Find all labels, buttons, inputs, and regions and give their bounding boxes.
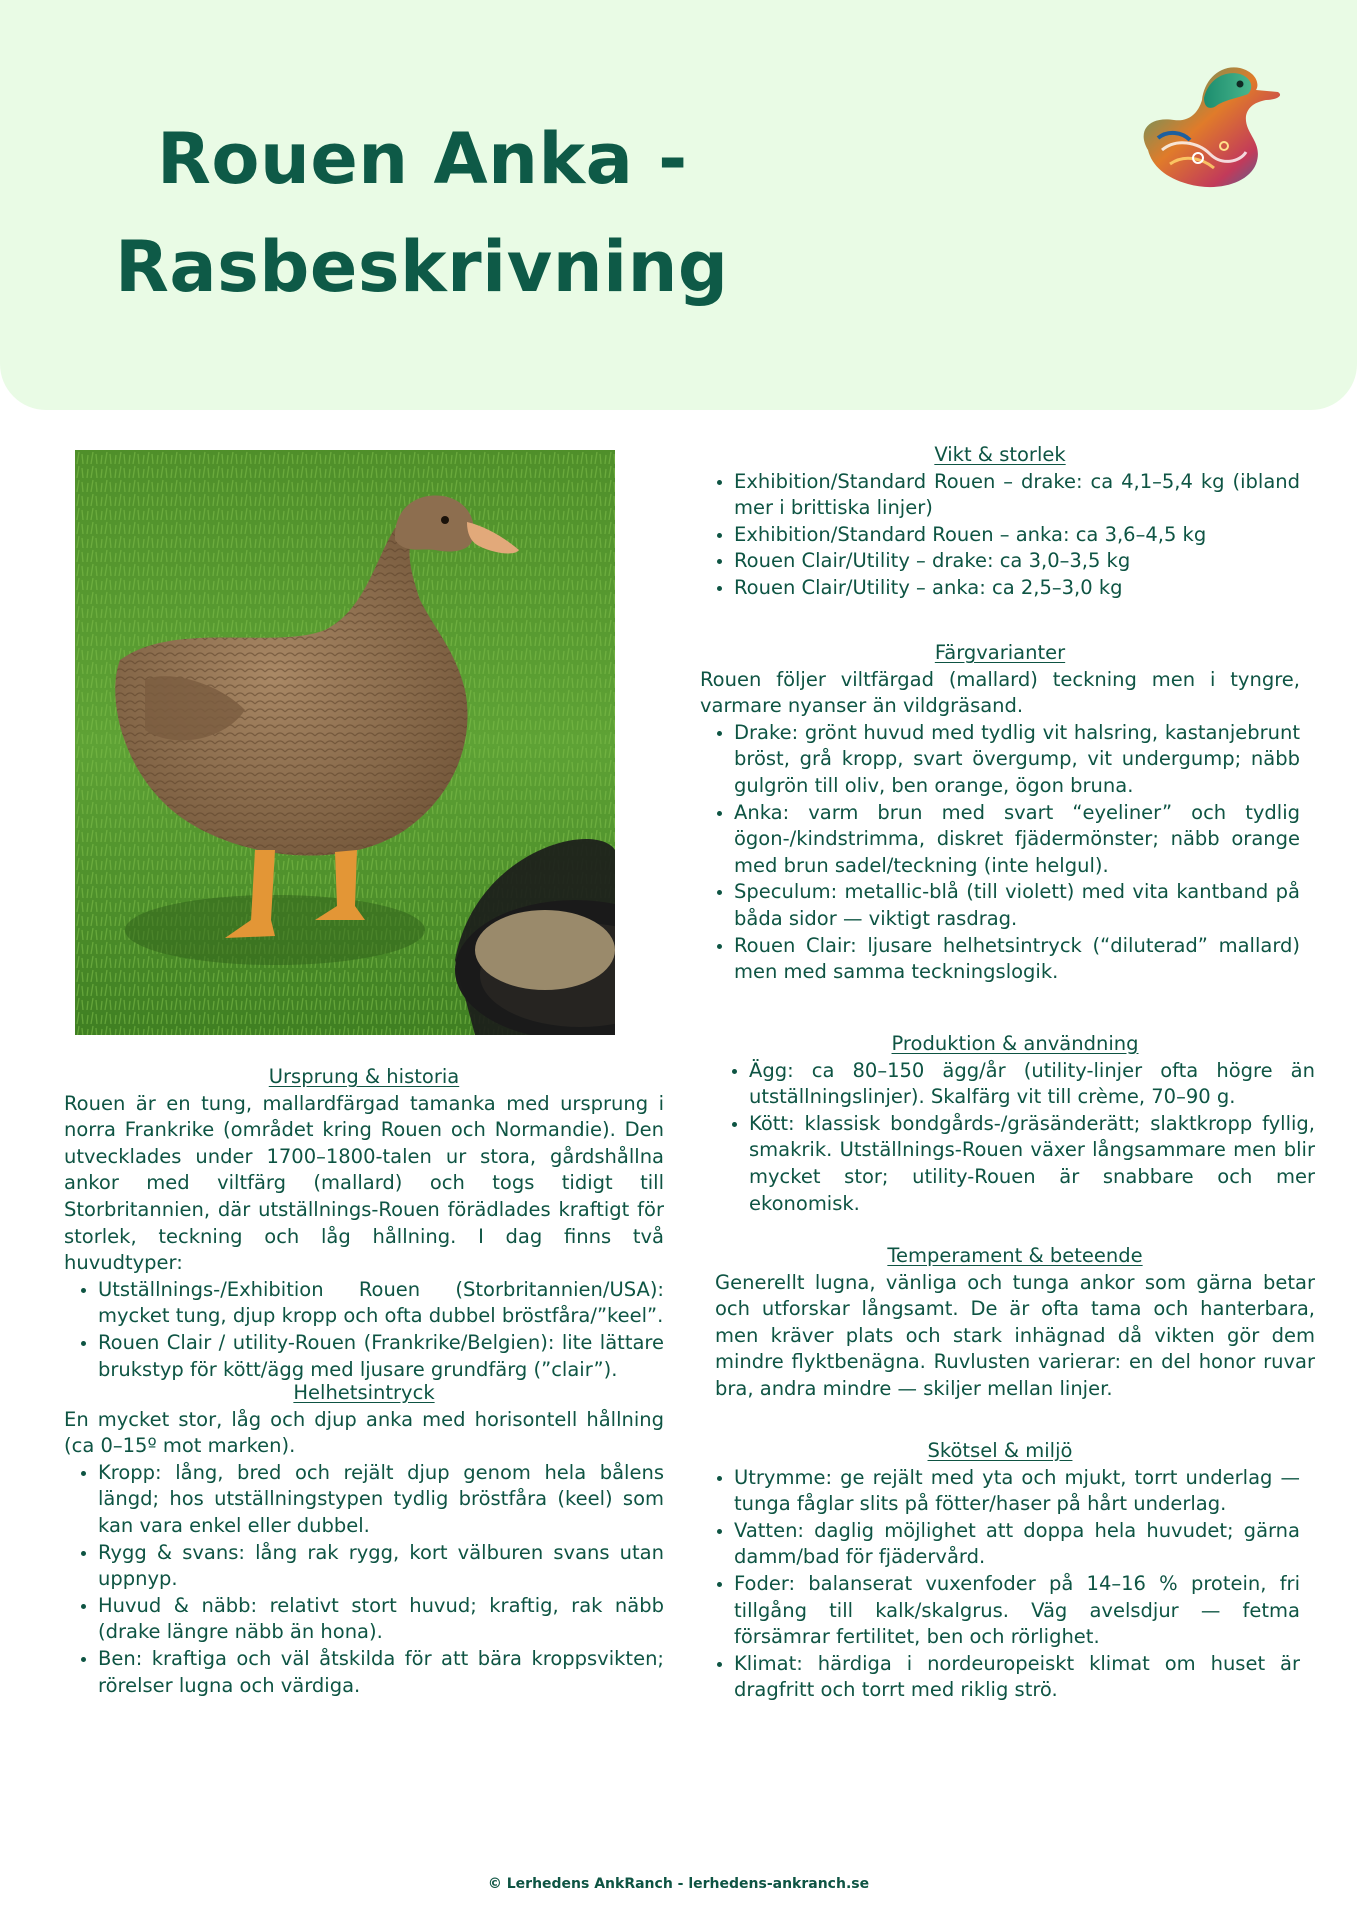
section-heading: Färgvarianter [934, 641, 1066, 664]
list-item: • Anka: varm brun med svart “eyeliner” och tydlig ögon-/kindstrimma, diskret fjädermönster; näbb orange med brun sadel/teckning (inte helgul). [734, 800, 1300, 880]
list-item: • Utställnings-/Exhibition Rouen (Storbritannien/USA): mycket tung, djup kropp och ofta dubbel bröstfåra/”keel”. [98, 1277, 664, 1330]
list-item: • Rouen Clair: ljusare helhetsintryck (“diluterad” mallard) men med samma teckningslogik. [734, 933, 1300, 986]
section-heading: Skötsel & miljö [927, 1439, 1073, 1462]
list-item: • Ben: kraftiga och väl åtskilda för att bära kroppsvikten; rörelser lugna och värdiga. [98, 1646, 664, 1699]
footer: © Lerhedens AnkRanch - lerhedens-ankranch.se [487, 1876, 870, 1892]
list-item: • Exhibition/Standard Rouen – anka: ca 3,6–4,5 kg [734, 522, 1300, 549]
section-fargvarianter [700, 640, 1300, 986]
page-title-line1: Rouen Anka - [157, 118, 688, 200]
list-item: • Ägg: ca 80–150 ägg/år (utility-linjer ofta högre än utställningslinjer). Skalfärg vit till crème, 70–90 g. [749, 1058, 1315, 1111]
list-item: • Kött: klassisk bondgårds-/gräsänderätt; slaktkropp fyllig, smakrik. Utställnings-Rouen växer långsammare men blir mycket stor; utility-Rouen är snabbare och mer ekonomisk. [749, 1111, 1315, 1217]
list-item: • Foder: balanserat vuxenfoder på 14–16 % protein, fri tillgång till kalk/skalgrus. Väg avelsdjur — fetma försämrar fertilitet, ben och rörlighet. [734, 1571, 1300, 1651]
list-item: • Klimat: härdiga i nordeuropeiskt klimat om huset är dragfritt och torrt med riklig strö. [734, 1651, 1300, 1704]
section-text: Generellt lugna, vänliga och tunga ankor som gärna betar och utforskar långsamt. De är ofta tama och hanterbara, men kräver plats och stark inhägnad då vikten gör dem mindre flyktbenägna. Ruvlusten varierar: en del honor ruvar bra, andra mindre — skiljer mellan linjer. [715, 1270, 1315, 1400]
list-item: • Rouen Clair/Utility – anka: ca 2,5–3,0 kg [734, 575, 1300, 602]
duck-photo [75, 450, 615, 1035]
section-heading: Ursprung & historia [268, 1065, 460, 1088]
section-helhetsintryck [64, 1380, 664, 1699]
duck-logo-icon [1128, 50, 1294, 198]
section-text: En mycket stor, låg och djup anka med horisontell hållning (ca 0–15º mot marken). [64, 1407, 664, 1458]
section-skotsel [700, 1438, 1300, 1704]
section-heading: Vikt & storlek [934, 443, 1066, 466]
list-item: • Rygg & svans: lång rak rygg, kort välburen svans utan uppnyp. [98, 1540, 664, 1593]
section-heading: Produktion & användning [891, 1032, 1139, 1055]
list-item: • Kropp: lång, bred och rejält djup genom hela bålens längd; hos utställningstypen tydlig bröstfåra (keel) som kan vara enkel eller dubbel. [98, 1460, 664, 1540]
bullet-list [64, 1277, 664, 1383]
list-item: • Exhibition/Standard Rouen – drake: ca 4,1–5,4 kg (ibland mer i brittiska linjer) [734, 469, 1300, 522]
bullet-list [64, 1460, 664, 1699]
list-item: • Rouen Clair/Utility – drake: ca 3,0–3,5 kg [734, 548, 1300, 575]
list-item: • Utrymme: ge rejält med yta och mjukt, torrt underlag — tunga fåglar slits på fötter/haser på hårt underlag. [734, 1465, 1300, 1518]
section-intro: Rouen följer viltfärgad (mallard) teckning men i tyngre, varmare nyanser än vildgräsand. [700, 667, 1300, 718]
list-item: • Drake: grönt huvud med tydlig vit halsring, kastanjebrunt bröst, grå kropp, svart övergump, vit undergump; näbb gulgrön till oliv, ben orange, ögon bruna. [734, 720, 1300, 800]
list-item: • Vatten: daglig möjlighet att doppa hela huvudet; gärna damm/bad för fjädervård. [734, 1518, 1300, 1571]
section-vikt [700, 442, 1300, 602]
bullet-list [700, 720, 1300, 986]
section-temperament [715, 1243, 1315, 1403]
page-title [115, 105, 729, 321]
section-heading: Helhetsintryck [293, 1381, 435, 1404]
section-text: Rouen är en tung, mallardfärgad tamanka med ursprung i norra Frankrike (området kring Rouen och Normandie). Den utvecklades under 1700–1800-talen ur stora, gårdshållna ankor med viltfärg (mallard) och togs tidigt till Storbritannien, där utställnings-Rouen förädlades kraftigt för storlek, teckning och låg hållning. I dag finns två huvudtyper: [64, 1091, 664, 1275]
bullet-list [700, 1465, 1300, 1704]
bullet-list [715, 1058, 1315, 1218]
section-produktion [715, 1031, 1315, 1217]
page-title-line2: Rasbeskrivning [115, 226, 729, 308]
list-item: • Speculum: metallic-blå (till violett) med vita kantband på båda sidor — viktigt rasdrag. [734, 879, 1300, 932]
section-ursprung [64, 1064, 664, 1383]
section-heading: Temperament & beteende [887, 1244, 1143, 1267]
list-item: • Huvud & näbb: relativt stort huvud; kraftig, rak näbb (drake längre näbb än hona). [98, 1593, 664, 1646]
bullet-list [700, 469, 1300, 602]
list-item: • Rouen Clair / utility-Rouen (Frankrike/Belgien): lite lättare brukstyp för kött/ägg med ljusare grundfärg (”clair”). [98, 1330, 664, 1383]
